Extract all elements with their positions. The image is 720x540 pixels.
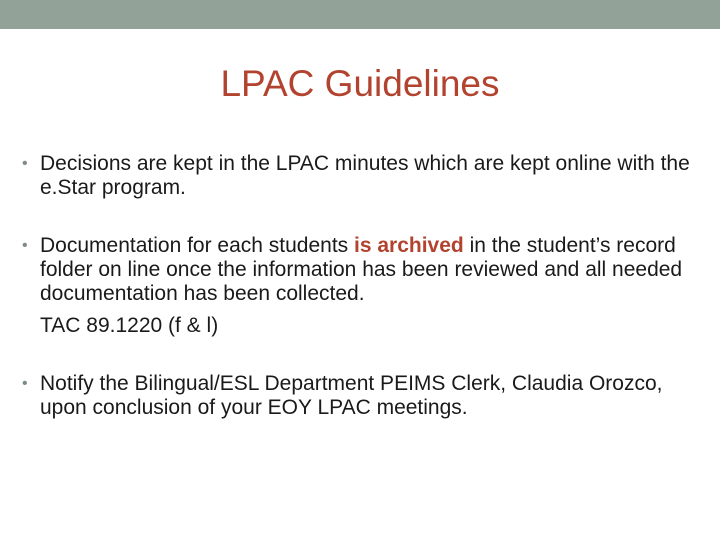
highlight-text: is archived [354,234,464,257]
top-accent-bar [0,0,720,29]
bullet-text-after: in the student’s record folder on line once the information has been reviewed and all needed documentation has been collected. [40,234,683,305]
bullet-item [18,152,708,200]
bullet-list [18,152,708,420]
bullet-item [18,372,708,420]
bullet-dot-icon: • [22,237,28,254]
bullet-dot-icon: • [22,155,28,172]
bullet-text: Decisions are kept in the LPAC minutes which are kept online with the e.Star program. [40,152,690,199]
bullet-dot-icon: • [22,375,28,392]
slide-title-text: LPAC Guidelines [220,63,500,104]
slide-title [0,62,720,106]
citation-note: TAC 89.1220 (f & l) [40,314,219,337]
bullet-text: Notify the Bilingual/ESL Department PEIMS Clerk, Claudia Orozco, upon conclusion of your EOY LPAC meetings. [40,372,663,419]
bullet-item [18,234,708,338]
bullet-text-before: Documentation for each students [40,234,355,257]
